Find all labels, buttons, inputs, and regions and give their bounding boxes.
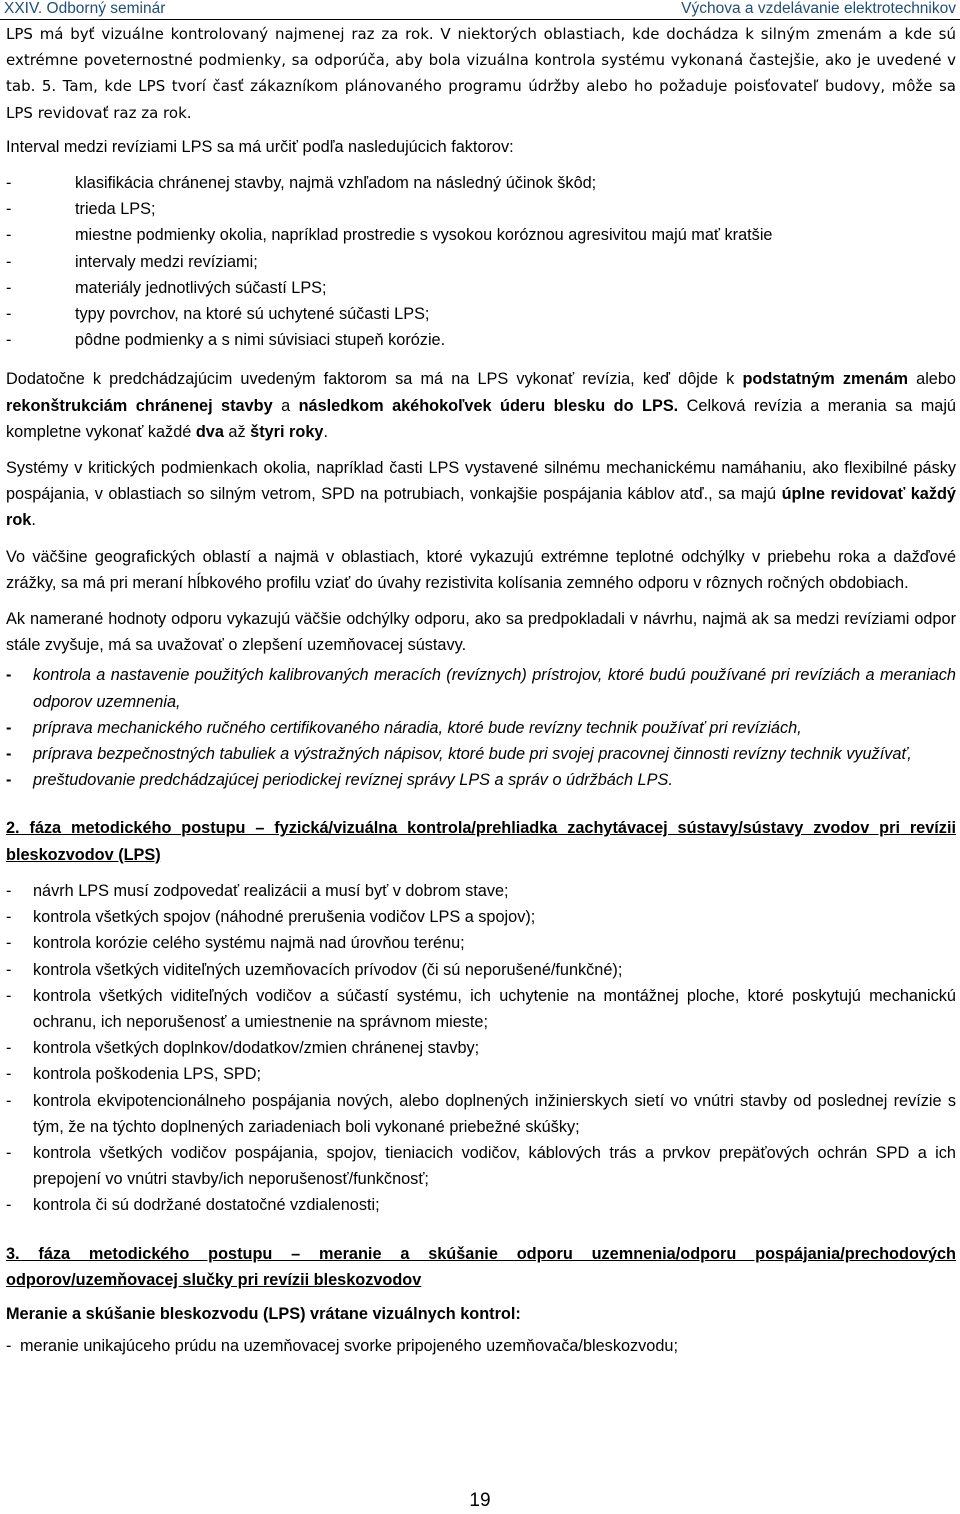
- list-item: - kontrola korózie celého systému najmä nad úrovňou terénu;: [6, 930, 956, 956]
- list-item: - kontrola poškodenia LPS, SPD;: [6, 1061, 956, 1087]
- phase3-heading: 3. fáza metodického postupu – meranie a skúšanie odporu uzemnenia/odporu pospájania/prechodových odporov/uzemňovacej slučky pri revízii bleskozvodov: [6, 1244, 956, 1289]
- list-dash: -: [6, 174, 12, 193]
- list-item: - kontrola všetkých viditeľných uzemňovacích prívodov (či sú neporušené/funkčné);: [6, 957, 956, 983]
- phase3-subheading: Meranie a skúšanie bleskozvodu (LPS) vrátane vizuálnych kontrol:: [6, 1304, 521, 1323]
- list-dash: -: [6, 278, 12, 297]
- list-dash: -: [6, 1091, 12, 1110]
- list-item: - trieda LPS;: [6, 196, 956, 222]
- list-item: - príprava mechanického ručného certifikovaného náradia, ktoré bude revízny technik používať pri revíziách,: [6, 715, 956, 741]
- measured-values-paragraph: Ak namerané hodnoty odporu vykazujú väčšie odchýlky odporu, ako sa predpokladali v návrhu, najmä ak sa medzi revíziami odpor stále zvyšuje, má sa uvažovať o zlepšení uzemňovacej sústavy.: [6, 610, 956, 655]
- list-item: - kontrola ekvipotencionálneho pospájania nových, alebo doplnených inžinierskych sietí vo vnútri stavby od poslednej revízie s tým, že na týchto doplnených zariadeniach boli vykonané priebežné skúšky;: [6, 1088, 956, 1140]
- interval-intro: Interval medzi revíziami LPS sa má určiť podľa nasledujúcich faktorov:: [6, 137, 514, 156]
- additional-revision-paragraph: Dodatočne k predchádzajúcim uvedeným faktorom sa má na LPS vykonať revízia, keď dôjde k podstatným zmenám alebo rekonštrukciám chránenej stavby a následkom akéhokoľvek úderu blesku do LPS. Celková revízia a merania sa majú kompletne vykonať každé dva až štyri roky.: [6, 370, 956, 441]
- list-dash: -: [6, 1143, 12, 1162]
- list-dash: -: [6, 200, 12, 219]
- page-header: [0, 0, 960, 20]
- list-dash: -: [6, 1196, 12, 1215]
- list-dash: -: [6, 881, 12, 900]
- list-dash: -: [6, 1039, 12, 1058]
- intro-paragraph: LPS má byť vizuálne kontrolovaný najmenej raz za rok. V niektorých oblastiach, kde dochádza k silným zmenám a kde sú extrémne poveternostné podmienky, sa odporúča, aby bola vizuálna kontrola systému vykonaná častejšie, ako je uvedené v tab. 5. Tam, kde LPS tvorí časť zákazníkom plánovaného programu údržby alebo ho požaduje poisťovateľ budovy, môže sa LPS revidovať raz za rok.: [6, 25, 956, 122]
- list-item: - návrh LPS musí zodpovedať realizácii a musí byť v dobrom stave;: [6, 878, 956, 904]
- list-item: - kontrola všetkých spojov (náhodné prerušenia vodičov LPS a spojov);: [6, 904, 956, 930]
- list-item: - klasifikácia chránenej stavby, najmä vzhľadom na následný účinok škôd;: [6, 170, 956, 196]
- list-item: - kontrola a nastavenie použitých kalibrovaných meracích (revíznych) prístrojov, ktoré budú používané pri revíziách a meraniach odporov uzemnenia,: [6, 662, 956, 714]
- page-number: 19: [469, 1490, 491, 1511]
- list-dash: -: [6, 1337, 12, 1356]
- phase3-list: [6, 1333, 956, 1359]
- geographic-paragraph: Vo väčšine geografických oblastí a najmä v oblastiach, ktoré vykazujú extrémne teplotné odchýlky v priebehu roka a dažďové zrážky, sa má pri meraní hĺbkového profilu vziať do úvahy rezistivita kolísania zemného odporu v rôznych ročných obdobiach.: [6, 547, 956, 592]
- list-dash: -: [6, 666, 12, 685]
- list-item: - materiály jednotlivých súčastí LPS;: [6, 275, 956, 301]
- list-dash: -: [6, 1065, 12, 1084]
- list-dash: -: [6, 226, 12, 245]
- factors-list: [6, 170, 956, 353]
- list-dash: -: [6, 745, 12, 764]
- phase2-heading: 2. fáza metodického postupu – fyzická/vizuálna kontrola/prehliadka zachytávacej sústavy/sústavy zvodov pri revízii bleskozvodov (LPS): [6, 819, 956, 864]
- list-dash: -: [6, 908, 12, 927]
- critical-conditions-paragraph: Systémy v kritických podmienkach okolia, napríklad časti LPS vystavené silnému mechanickému namáhaniu, ako flexibilné pásky pospájania, v oblastiach so silným vetrom, SPD na potrubiach, vonkajšie pospájania káblov atď., sa majú úplne revidovať každý rok.: [6, 459, 956, 530]
- list-dash: -: [6, 718, 12, 737]
- preparation-list: [6, 662, 956, 793]
- list-item: - intervaly medzi revíziami;: [6, 249, 956, 275]
- list-dash: -: [6, 305, 12, 324]
- list-item: - kontrola všetkých viditeľných vodičov a súčastí systému, ich uchytenie na montážnej ploche, ktoré poskytujú mechanickú ochranu, ich neporušenosť a umiestnenie na správnom mieste;: [6, 983, 956, 1035]
- list-item: - miestne podmienky okolia, napríklad prostredie s vysokou koróznou agresivitou majú mať kratšie: [6, 222, 956, 248]
- list-item: - kontrola všetkých doplnkov/dodatkov/zmien chránenej stavby;: [6, 1035, 956, 1061]
- list-dash: -: [6, 252, 12, 271]
- list-dash: -: [6, 771, 12, 790]
- list-dash: -: [6, 986, 12, 1005]
- list-item: - pôdne podmienky a s nimi súvisiaci stupeň korózie.: [6, 327, 956, 353]
- header-seminar-title: XXIV. Odborný seminár: [4, 0, 166, 17]
- list-dash: -: [6, 934, 12, 953]
- list-item: - preštudovanie predchádzajúcej periodickej revíznej správy LPS a správ o údržbách LPS.: [6, 767, 956, 793]
- list-item: - typy povrchov, na ktoré sú uchytené súčasti LPS;: [6, 301, 956, 327]
- header-section-title: Výchova a vzdelávanie elektrotechnikov: [681, 0, 956, 17]
- list-dash: -: [6, 960, 12, 979]
- page-content: [6, 21, 956, 1359]
- list-item: - kontrola všetkých vodičov pospájania, spojov, tieniacich vodičov, káblových trás a prvkov prepäťových ochrán SPD a ich prepojení vo vnútri stavby/ich neporušenosť/funkčnosť;: [6, 1140, 956, 1192]
- phase2-list: [6, 878, 956, 1219]
- list-item: - príprava bezpečnostných tabuliek a výstražných nápisov, ktoré bude pri svojej pracovnej činnosti revízny technik využívať,: [6, 741, 956, 767]
- list-item: - kontrola či sú dodržané dostatočné vzdialenosti;: [6, 1192, 956, 1218]
- list-dash: -: [6, 331, 12, 350]
- list-item: - meranie unikajúceho prúdu na uzemňovacej svorke pripojeného uzemňovača/bleskozvodu;: [6, 1333, 956, 1359]
